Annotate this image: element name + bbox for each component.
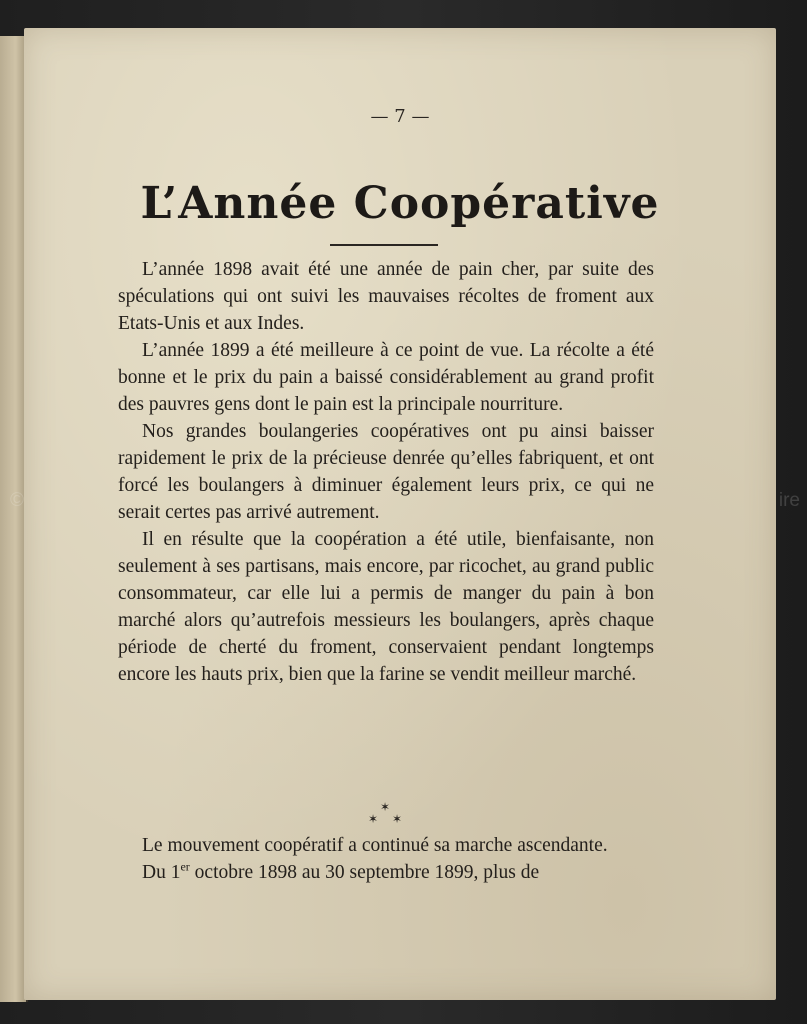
ordinal-superscript: er — [180, 859, 190, 874]
watermark-right: ire — [778, 490, 800, 511]
paragraph: Nos grandes boulangeries coopératives ont pu ainsi baisser rapidement le prix de la précieuse denrée qu’elles fabriquent, et ont forcé les boulangers à diminuer également leurs prix, ce qui ne serait certes pas arrivé autrement. — [118, 421, 654, 523]
paragraph: Le mouvement coopératif a continué sa marche ascendante. — [142, 835, 608, 856]
book-page — [24, 28, 776, 1000]
asterism-star-icon: ✶ — [392, 812, 403, 826]
asterism-divider — [350, 800, 410, 830]
paragraph: L’année 1898 avait été une année de pain cher, par suite des spéculations qui ont suivi les mauvaises récoltes de froment aux Etats-Unis et aux Indes. — [118, 259, 654, 334]
paragraph-last-line — [118, 859, 654, 886]
asterism-star-icon: ✶ — [368, 812, 379, 826]
paragraph: Il en résulte que la coopération a été utile, bienfaisante, non seulement à ses partisans, mais encore, par ricochet, au grand public consommateur, car elle lui a permis de manger du pain à bon marché alors qu’autrefois messieurs les boulangers, après chaque période de cherté du froment, conservaient pendant longtemps encore les hauts prix, bien que la farine se vendit meilleur marché. — [118, 529, 654, 685]
paragraph: L’année 1899 a été meilleure à ce point de vue. La récolte a été bonne et le prix du pain a baissé considérablement au grand profit des pauvres gens dont le pain est la principale nourriture. — [118, 340, 654, 415]
body-text — [118, 256, 654, 688]
date-prefix: Du 1 — [142, 862, 181, 883]
watermark-left: © — [10, 490, 24, 511]
asterism-star-icon: ✶ — [380, 800, 391, 814]
body-text-continued — [118, 832, 654, 886]
date-text: octobre 1898 au 30 septembre 1899, plus de — [189, 862, 540, 883]
page-number: — 7 — — [370, 106, 430, 127]
page-title: L’Année Coopérative — [140, 178, 660, 229]
title-rule — [330, 244, 438, 246]
